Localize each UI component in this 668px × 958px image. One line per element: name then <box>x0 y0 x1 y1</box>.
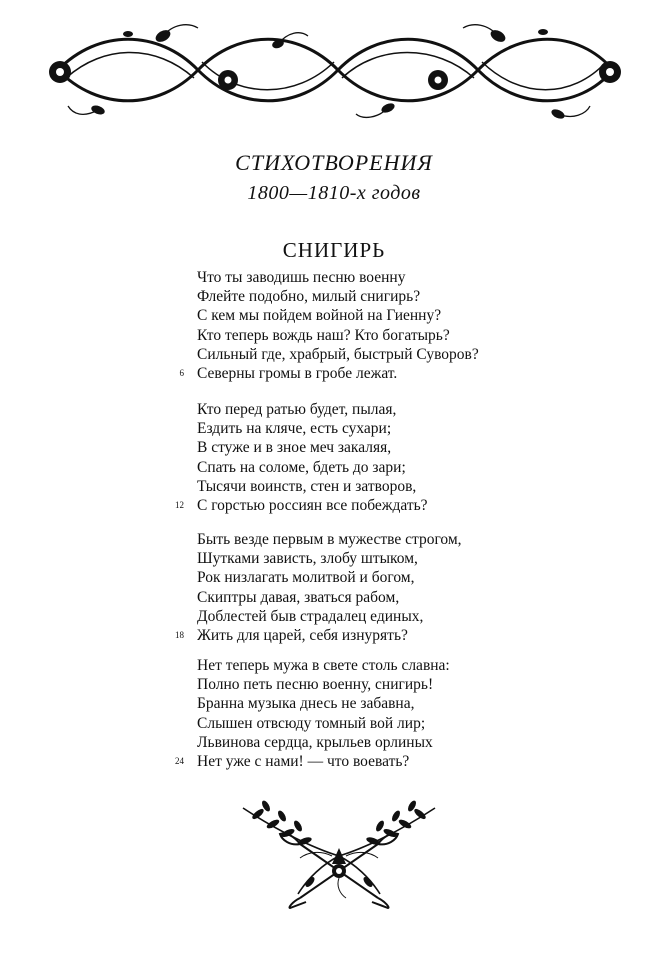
poem-line: Львинова сердца, крыльев орлиных <box>197 733 433 751</box>
poem-line: Кто перед ратью будет, пылая, <box>197 401 397 418</box>
poem-title: СНИГИРЬ <box>282 238 386 262</box>
poem-line: Сильный где, храбрый, быстрый Суворов? <box>197 345 479 363</box>
line-number: 6 <box>179 367 184 378</box>
poem-line: Быть везде первым в мужестве строгом, <box>197 531 462 548</box>
poem-line: Спать на соломе, бдеть до зари; <box>197 458 406 476</box>
poem-line: С кем мы пойдем войной на Гиенну? <box>197 307 442 325</box>
poem-line-text: Северны громы в гробе лежат. <box>197 364 398 382</box>
poem-line: Бранна музыка днесь не забавна, <box>197 695 415 713</box>
poem-line: Рок низлагать молитвой и богом, <box>197 569 415 587</box>
poem-line: Полно петь песню военну, снигирь! <box>197 676 434 694</box>
trumpets-and-laurel-vignette <box>228 786 450 910</box>
poem-line: Скиптры давая, зваться рабом, <box>197 588 400 606</box>
poem-line <box>179 364 479 383</box>
stanza-1 <box>179 268 479 383</box>
poem-line: Кто теперь вождь наш? Кто богатырь? <box>197 326 450 344</box>
poem-line: Тысячи воинств, стен и затворов, <box>197 477 417 495</box>
stanza-3 <box>175 530 462 645</box>
poem-line <box>175 496 428 515</box>
line-number: 24 <box>175 755 184 766</box>
poem-line-text: С горстью россиян все побеждать? <box>197 496 428 514</box>
poem-line-text: Нет уже с нами! — что воевать? <box>197 752 410 770</box>
poem-line <box>175 752 450 771</box>
poem-line: В стуже и в зное меч закаляя, <box>197 439 392 457</box>
poem-line <box>175 626 462 645</box>
poem-line-text: Жить для царей, себя изнурять? <box>197 626 408 644</box>
poem-line: Шутками зависть, злобу штыком, <box>197 550 418 568</box>
line-number: 12 <box>175 499 184 510</box>
poem-line: Слышен отвсюду томный вой лир; <box>197 714 426 732</box>
stanza-4 <box>175 656 450 771</box>
poem-line: Флейте подобно, милый снигирь? <box>197 288 421 306</box>
poem-line: Доблестей быв страдалец единых, <box>197 607 424 625</box>
poem-line: Нет теперь мужа в свете столь славна: <box>197 657 450 674</box>
stanza-2 <box>175 400 428 515</box>
poem-line: Что ты заводишь песню военну <box>197 269 406 286</box>
section-subtitle: 1800—1810-х годов <box>247 182 421 204</box>
floral-garland-ornament <box>38 14 630 126</box>
poem-line: Ездить на кляче, есть сухари; <box>197 420 392 438</box>
line-number: 18 <box>175 629 184 640</box>
section-title: СТИХОТВОРЕНИЯ <box>235 150 433 175</box>
